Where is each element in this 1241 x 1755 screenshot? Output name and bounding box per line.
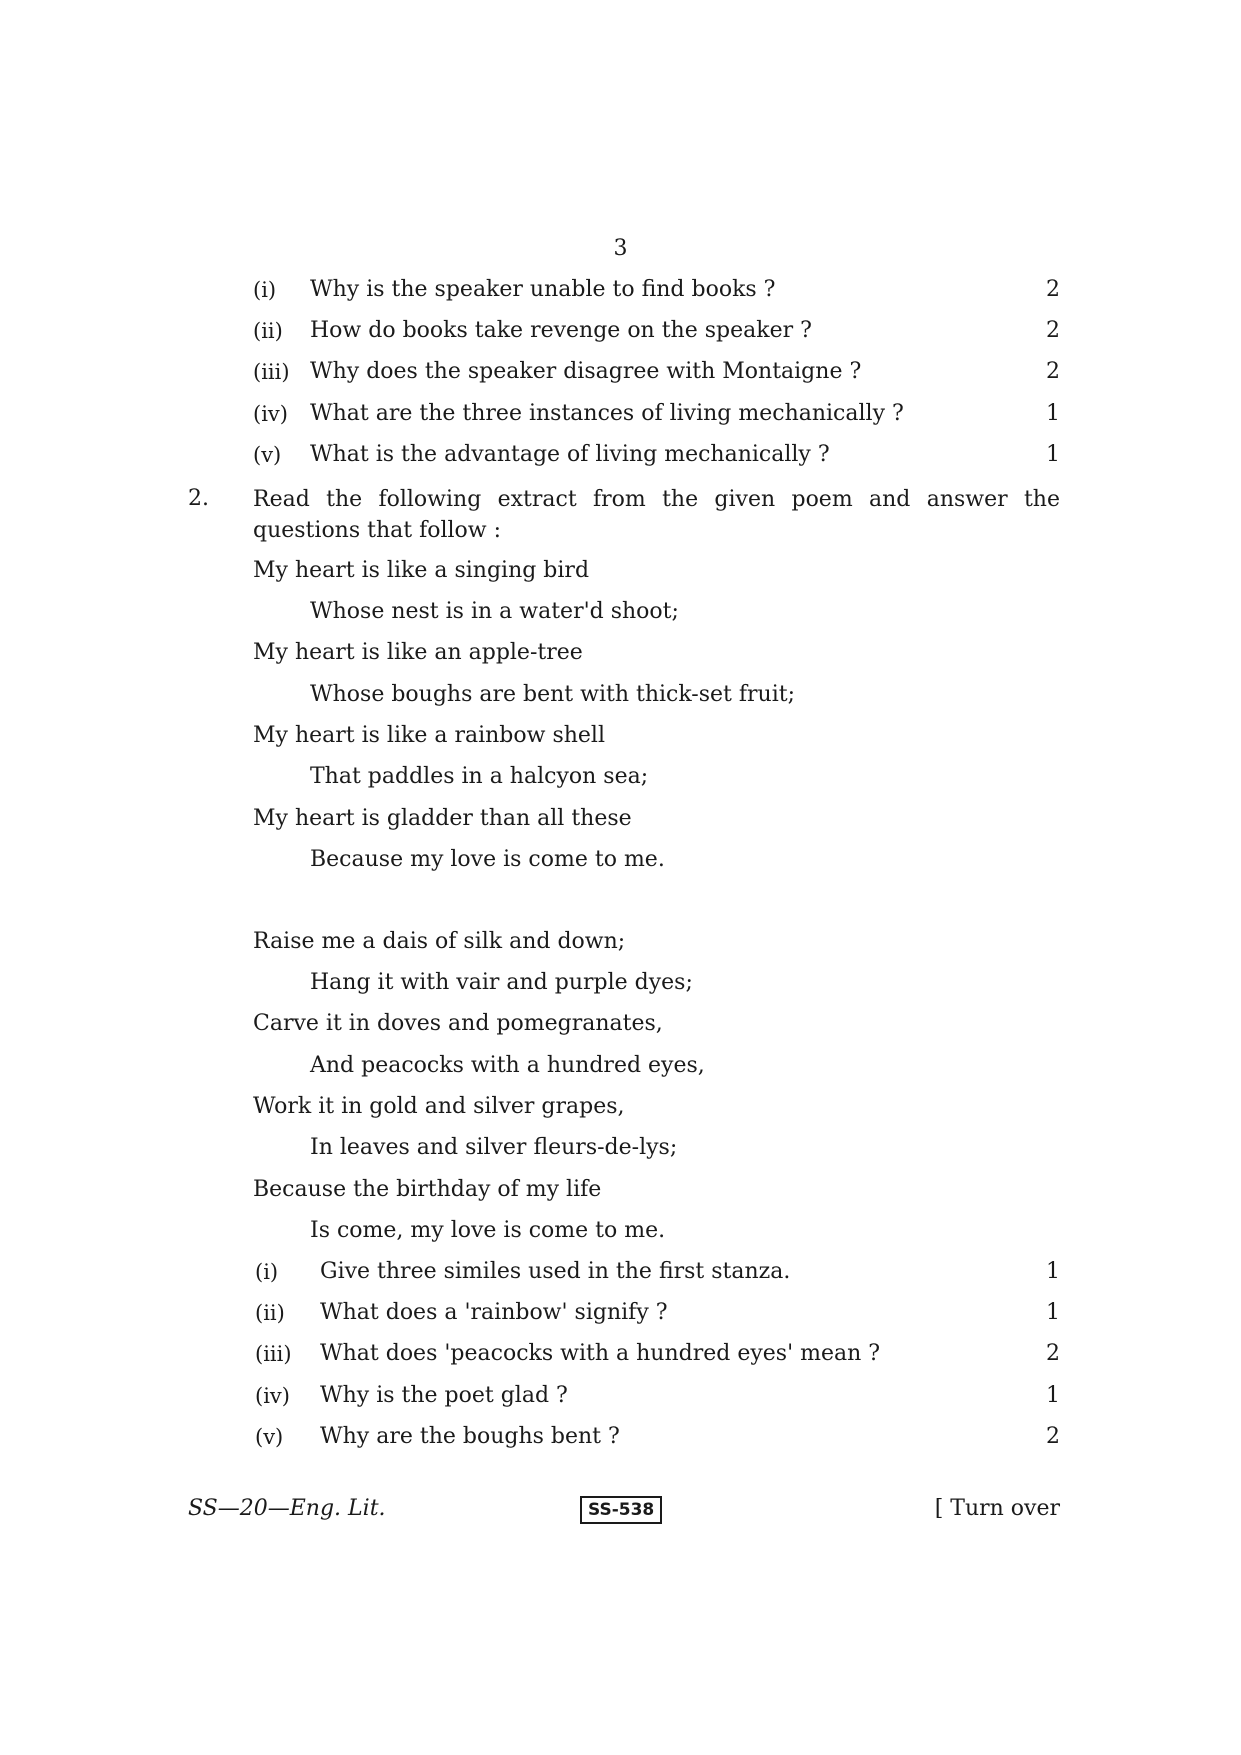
poem-line: In leaves and silver fleurs-de-lys; [310, 1135, 678, 1160]
q1-subquestion-number: (iii) [253, 360, 290, 384]
q1-subquestion-text: What are the three instances of living mechanically ? [310, 401, 904, 426]
q2-subquestion-marks: 1 [1046, 1259, 1060, 1284]
poem-line: My heart is gladder than all these [253, 806, 632, 831]
poem-line: My heart is like a singing bird [253, 558, 590, 583]
q1-subquestion-text: Why is the speaker unable to find books ? [310, 277, 776, 302]
q2-subquestion-text: Give three similes used in the first stanza. [320, 1259, 791, 1284]
question-instruction-line: questions that follow : [253, 518, 502, 543]
poem-line: Because my love is come to me. [310, 847, 665, 872]
q1-subquestion-number: (v) [253, 443, 282, 467]
q1-subquestion-marks: 2 [1046, 277, 1060, 302]
q2-subquestion-text: Why is the poet glad ? [320, 1383, 568, 1408]
page-number: 3 [613, 236, 628, 261]
q1-subquestion-text: What is the advantage of living mechanically ? [310, 442, 830, 467]
q1-subquestion-number: (iv) [253, 402, 288, 426]
question-number: 2. [188, 486, 209, 511]
q2-subquestion-text: Why are the boughs bent ? [320, 1424, 620, 1449]
poem-line: That paddles in a halcyon sea; [310, 764, 649, 789]
poem-line: Hang it with vair and purple dyes; [310, 970, 693, 995]
poem-line: My heart is like a rainbow shell [253, 723, 605, 748]
q2-subquestion-marks: 1 [1046, 1383, 1060, 1408]
q2-subquestion-number: (i) [255, 1260, 279, 1284]
q1-subquestion-marks: 1 [1046, 442, 1060, 467]
footer-turn-over: [ Turn over [934, 1496, 1060, 1521]
footer-paper-code: SS—20—Eng. Lit. [188, 1496, 386, 1521]
poem-line: My heart is like an apple-tree [253, 640, 583, 665]
q2-subquestion-number: (ii) [255, 1301, 285, 1325]
footer-series-badge: SS-538 [580, 1496, 662, 1524]
q1-subquestion-number: (ii) [253, 319, 283, 343]
q2-subquestion-number: (iii) [255, 1342, 292, 1366]
poem-line: Carve it in doves and pomegranates, [253, 1011, 663, 1036]
q1-subquestion-text: Why does the speaker disagree with Montaigne ? [310, 359, 862, 384]
poem-line: Raise me a dais of silk and down; [253, 929, 626, 954]
poem-line: Is come, my love is come to me. [310, 1218, 666, 1243]
poem-line: Because the birthday of my life [253, 1177, 602, 1202]
q1-subquestion-text: How do books take revenge on the speaker ? [310, 318, 812, 343]
q1-subquestion-marks: 1 [1046, 401, 1060, 426]
poem-line: Whose nest is in a water'd shoot; [310, 599, 679, 624]
poem-line: And peacocks with a hundred eyes, [310, 1053, 705, 1078]
poem-line: Work it in gold and silver grapes, [253, 1094, 625, 1119]
q1-subquestion-marks: 2 [1046, 359, 1060, 384]
q1-subquestion-number: (i) [253, 278, 277, 302]
poem-line: Whose boughs are bent with thick-set fruit; [310, 682, 795, 707]
question-instruction-line: Read the following extract from the given poem and answer the [253, 487, 1060, 512]
q2-subquestion-number: (v) [255, 1425, 284, 1449]
q2-subquestion-number: (iv) [255, 1384, 290, 1408]
q1-subquestion-marks: 2 [1046, 318, 1060, 343]
q2-subquestion-marks: 2 [1046, 1424, 1060, 1449]
question-instruction [253, 484, 1060, 546]
q2-subquestion-marks: 1 [1046, 1300, 1060, 1325]
q2-subquestion-marks: 2 [1046, 1341, 1060, 1366]
q2-subquestion-text: What does 'peacocks with a hundred eyes' mean ? [320, 1341, 881, 1366]
q2-subquestion-text: What does a 'rainbow' signify ? [320, 1300, 668, 1325]
